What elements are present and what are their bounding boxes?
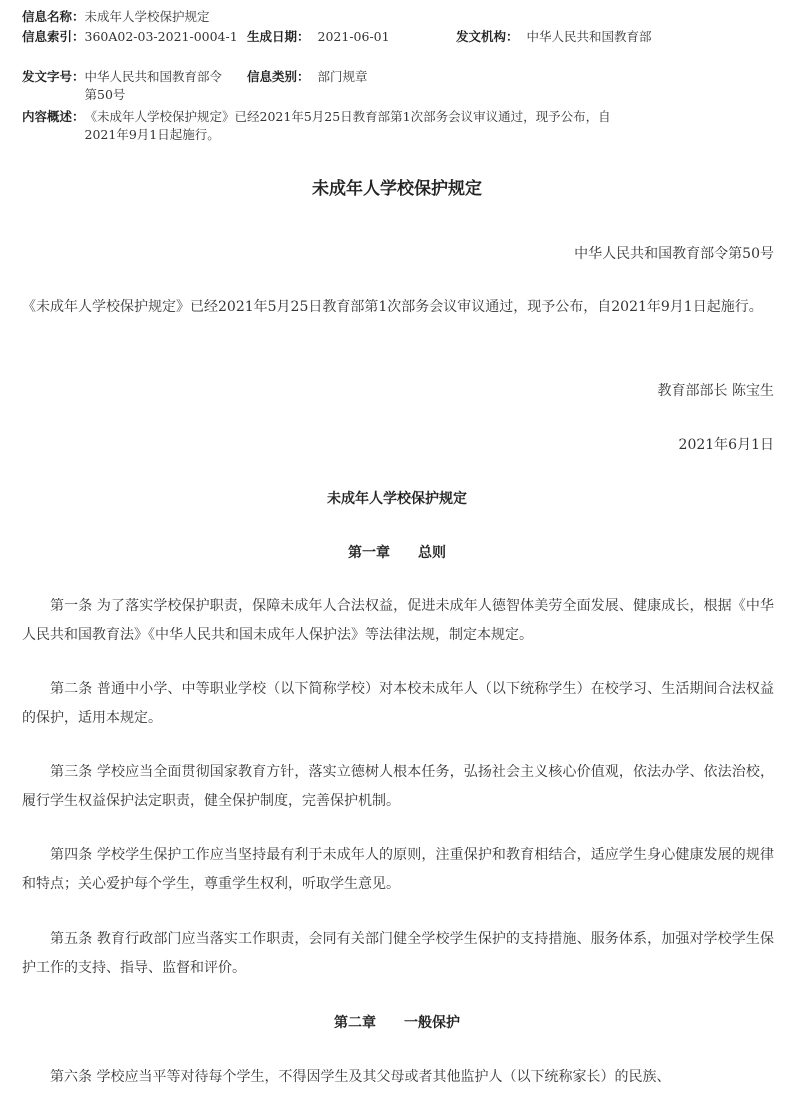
meta-category-label: 信息类别：	[247, 69, 310, 84]
meta-row-index	[22, 28, 238, 46]
meta-date-label: 生成日期：	[247, 29, 310, 44]
article-3: 第三条 学校应当全面贯彻国家教育方针，落实立德树人根本任务，弘扬社会主义核心价值观，依法办学、依法治校，履行学生权益保护法定职责，健全保护制度，完善保护机制。	[22, 764, 774, 809]
meta-docno-value: 中华人民共和国教育部令第50号	[84, 69, 223, 102]
meta-row-summary	[22, 108, 640, 144]
signatory: 教育部部长 陈宝生	[657, 383, 774, 399]
meta-row-date	[247, 28, 390, 46]
meta-row-name	[22, 8, 210, 26]
article-2: 第二条 普通中小学、中等职业学校（以下简称学校）对本校未成年人（以下统称学生）在校学习、生活期间合法权益的保护，适用本规定。	[22, 681, 774, 726]
article-1: 第一条 为了落实学校保护职责，保障未成年人合法权益，促进未成年人德智体美劳全面发展、健康成长，根据《中华人民共和国教育法》《中华人民共和国未成年人保护法》等法律法规，制定本规定。	[22, 598, 774, 643]
meta-org-value: 中华人民共和国教育部	[526, 29, 652, 44]
meta-name-label: 信息名称：	[22, 9, 85, 24]
sign-date: 2021年6月1日	[678, 437, 774, 453]
meta-category-value: 部门规章	[317, 69, 368, 84]
document-title: 未成年人学校保护规定	[312, 179, 482, 199]
meta-summary-label: 内容概述：	[22, 109, 85, 124]
chapter-1-heading: 第一章 总则	[348, 545, 446, 561]
meta-summary-value: 《未成年人学校保护规定》已经2021年5月25日教育部第1次部务会议审议通过，现予公布，自2021年9月1日起施行。	[84, 109, 611, 142]
meta-docno-label: 发文字号：	[22, 69, 85, 84]
regulation-subtitle: 未成年人学校保护规定	[327, 491, 467, 507]
meta-org-label: 发文机构：	[456, 29, 519, 44]
meta-name-value: 未成年人学校保护规定	[84, 9, 210, 24]
article-4: 第四条 学校学生保护工作应当坚持最有利于未成年人的原则，注重保护和教育相结合，适应学生身心健康发展的规律和特点；关心爱护每个学生，尊重学生权利，听取学生意见。	[22, 847, 774, 892]
meta-index-label: 信息索引：	[22, 29, 85, 44]
intro-paragraph: 《未成年人学校保护规定》已经2021年5月25日教育部第1次部务会议审议通过，现予公布，自2021年9月1日起施行。	[22, 299, 763, 315]
meta-row-category	[247, 68, 368, 86]
meta-date-value: 2021-06-01	[317, 29, 390, 44]
article-6: 第六条 学校应当平等对待每个学生，不得因学生及其父母或者其他监护人（以下统称家长）的民族、	[50, 1069, 671, 1085]
article-5: 第五条 教育行政部门应当落实工作职责，会同有关部门健全学校学生保护的支持措施、服务体系，加强对学校学生保护工作的支持、指导、监督和评价。	[22, 931, 774, 976]
meta-index-value: 360A02-03-2021-0004-1	[84, 29, 238, 44]
meta-row-org	[456, 28, 659, 46]
order-number: 中华人民共和国教育部令第50号	[574, 246, 774, 262]
chapter-2-heading: 第二章 一般保护	[334, 1015, 460, 1031]
meta-row-docno	[22, 68, 233, 104]
